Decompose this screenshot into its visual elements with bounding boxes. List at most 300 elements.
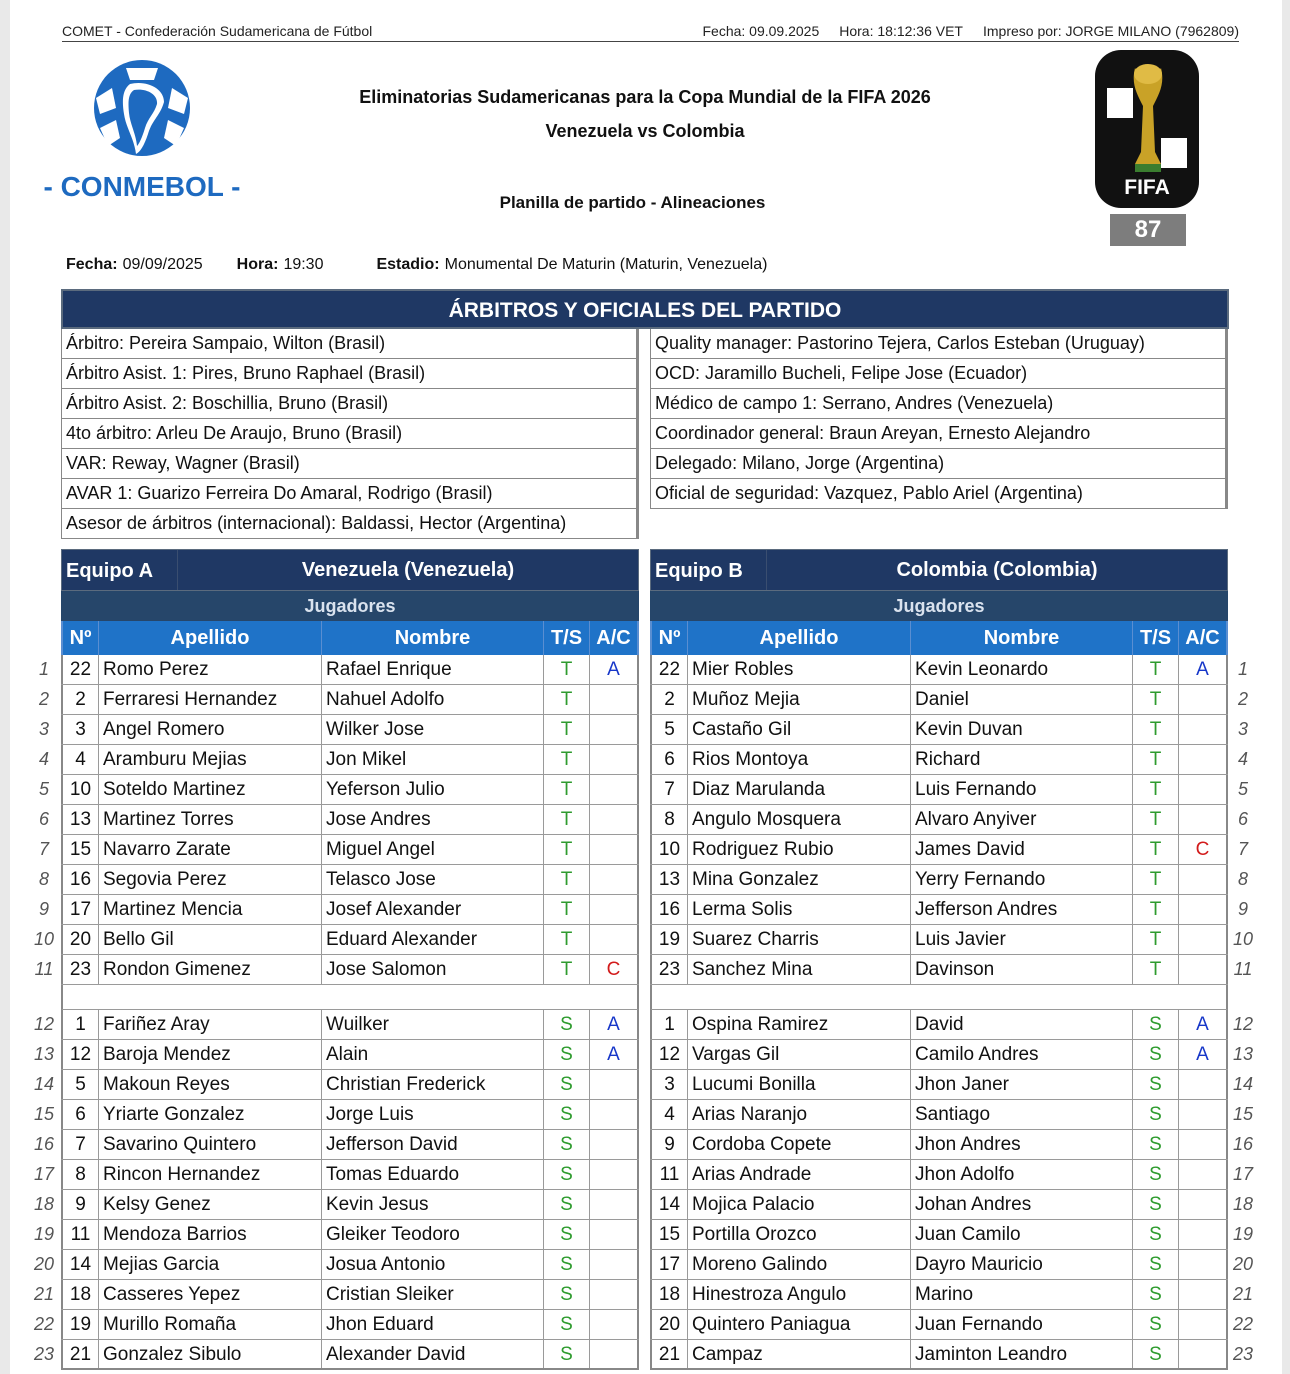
official-entry: Delegado: Milano, Jorge (Argentina) [650,449,1226,479]
player-row [650,955,1228,985]
player-row [650,1040,1228,1070]
starter-sub-flag: S [544,1040,590,1069]
starter-sub-flag: T [1133,835,1179,864]
starter-sub-flag: S [1133,1280,1179,1309]
player-row [650,1310,1228,1340]
row-number: 7 [1237,839,1248,859]
printed-by: Impreso por: JORGE MILANO (7962809) [983,23,1239,39]
starter-sub-flag: S [544,1280,590,1309]
role-flag [1179,925,1228,954]
player-firstname: Davinson [911,955,1133,984]
team-header [61,549,639,591]
shirt-number: 1 [61,1010,99,1039]
player-surname: Mejias Garcia [99,1250,322,1279]
role-flag [1179,1190,1228,1219]
starter-sub-flag: S [1133,1040,1179,1069]
player-row [650,925,1228,955]
player-surname: Rondon Gimenez [99,955,322,984]
official-entry: Árbitro: Pereira Sampaio, Wilton (Brasil) [61,329,637,359]
player-row [61,685,639,715]
player-firstname: Wuilker [322,1010,544,1039]
team-header [650,549,1228,591]
player-surname: Baroja Mendez [99,1040,322,1069]
player-surname: Mojica Palacio [688,1190,911,1219]
role-flag: C [1179,835,1228,864]
shirt-number: 13 [650,865,688,894]
player-row [61,865,639,895]
row-number: 16 [1232,1134,1254,1154]
role-flag [1179,865,1228,894]
player-firstname: Jaminton Leandro [911,1340,1133,1368]
player-surname: Mina Gonzalez [688,865,911,894]
shirt-number: 12 [650,1040,688,1069]
player-firstname: Eduard Alexander [322,925,544,954]
player-row [61,1130,639,1160]
shirt-number: 21 [61,1340,99,1368]
player-row [61,1010,639,1040]
player-row [61,1070,639,1100]
player-row [61,745,639,775]
row-number: 10 [1232,929,1254,949]
role-flag [590,715,639,744]
stadium: Monumental De Maturin (Maturin, Venezuela) [444,256,768,273]
officials-title: ÁRBITROS Y OFICIALES DEL PARTIDO [61,289,1229,329]
shirt-number: 13 [61,805,99,834]
row-number: 23 [33,1344,55,1364]
row-number: 15 [33,1104,55,1124]
player-firstname: Christian Frederick [322,1070,544,1099]
starter-sub-flag: S [1133,1010,1179,1039]
player-surname: Diaz Marulanda [688,775,911,804]
role-flag [1179,745,1228,774]
player-row [650,1220,1228,1250]
shirt-number: 19 [61,1310,99,1339]
role-flag [590,1280,639,1309]
player-surname: Romo Perez [99,655,322,684]
match-info [66,256,767,274]
stadium-label: Estadio: [376,256,440,273]
row-number: 8 [1237,869,1248,889]
shirt-number: 5 [650,715,688,744]
player-row [650,1160,1228,1190]
player-row [650,1010,1228,1040]
team-a-table [61,549,639,1370]
player-surname: Ferraresi Hernandez [99,685,322,714]
starter-sub-flag: T [544,685,590,714]
player-row [61,1340,639,1370]
official-entry: Árbitro Asist. 2: Boschillia, Bruno (Brasil) [61,389,637,419]
player-firstname: Johan Andres [911,1190,1133,1219]
role-flag [1179,715,1228,744]
player-surname: Angulo Mosquera [688,805,911,834]
column-headers [61,621,639,655]
starter-sub-flag: T [1133,655,1179,684]
shirt-number: 15 [61,835,99,864]
player-row [61,1220,639,1250]
player-firstname: Camilo Andres [911,1040,1133,1069]
shirt-number: 15 [650,1220,688,1249]
row-number: 13 [33,1044,55,1064]
player-surname: Arias Andrade [688,1160,911,1189]
shirt-number: 17 [650,1250,688,1279]
player-row [650,895,1228,925]
player-firstname: James David [911,835,1133,864]
team-label: Equipo B [651,550,767,590]
conmebol-logo [43,58,241,208]
role-flag [1179,1250,1228,1279]
shirt-number: 11 [650,1160,688,1189]
role-flag [1179,1310,1228,1339]
role-flag: A [590,1010,639,1039]
role-flag [590,1310,639,1339]
team-label: Equipo A [62,550,178,590]
player-row [61,715,639,745]
player-row [650,775,1228,805]
role-flag [1179,1100,1228,1129]
player-firstname: Tomas Eduardo [322,1160,544,1189]
player-surname: Angel Romero [99,715,322,744]
official-entry: Árbitro Asist. 1: Pires, Bruno Raphael (Brasil) [61,359,637,389]
player-firstname: Telasco Jose [322,865,544,894]
starter-sub-flag: S [544,1190,590,1219]
player-surname: Gonzalez Sibulo [99,1340,322,1368]
player-row [650,655,1228,685]
role-flag [1179,1130,1228,1159]
player-row [650,865,1228,895]
official-entry: Quality manager: Pastorino Tejera, Carlos Esteban (Uruguay) [650,329,1226,359]
player-firstname: Jhon Adolfo [911,1160,1133,1189]
row-number: 12 [33,1014,55,1034]
shirt-number: 18 [61,1280,99,1309]
shirt-number: 7 [61,1130,99,1159]
row-number: 16 [33,1134,55,1154]
starter-sub-flag: S [544,1070,590,1099]
section-spacer [650,985,1228,1010]
player-surname: Vargas Gil [688,1040,911,1069]
shirt-number: 10 [650,835,688,864]
row-number: 12 [1232,1014,1254,1034]
player-surname: Moreno Galindo [688,1250,911,1279]
starter-sub-flag: T [1133,895,1179,924]
starter-sub-flag: S [1133,1340,1179,1368]
player-firstname: Santiago [911,1100,1133,1129]
player-firstname: Richard [911,745,1133,774]
player-row [61,805,639,835]
player-firstname: Jose Andres [322,805,544,834]
row-number: 9 [38,899,49,919]
starter-sub-flag: T [1133,925,1179,954]
shirt-number: 16 [61,865,99,894]
date-label: Fecha: [66,256,118,273]
player-surname: Makoun Reyes [99,1070,322,1099]
shirt-number: 16 [650,895,688,924]
starter-sub-flag: T [544,955,590,984]
starter-sub-flag: T [544,745,590,774]
role-flag [590,895,639,924]
player-firstname: Juan Fernando [911,1310,1133,1339]
shirt-number: 7 [650,775,688,804]
starter-sub-flag: T [1133,745,1179,774]
player-firstname: Yerry Fernando [911,865,1133,894]
player-firstname: Rafael Enrique [322,655,544,684]
column-header-no: Nº [650,621,688,655]
row-number: 8 [38,869,49,889]
competition-title: Eliminatorias Sudamericanas para la Copa Mundial de la FIFA 2026 [359,87,931,107]
shirt-number: 9 [61,1190,99,1219]
shirt-number: 2 [650,685,688,714]
player-row [650,1070,1228,1100]
shirt-number: 22 [650,655,688,684]
player-firstname: Juan Camilo [911,1220,1133,1249]
row-number: 20 [33,1254,55,1274]
role-flag [590,1130,639,1159]
player-surname: Suarez Charris [688,925,911,954]
role-flag [1179,805,1228,834]
official-entry: 4to árbitro: Arleu De Araujo, Bruno (Brasil) [61,419,637,449]
column-header-ac: A/C [1179,621,1228,655]
official-entry: Médico de campo 1: Serrano, Andres (Venezuela) [650,389,1226,419]
sheet-title: Planilla de partido - Alineaciones [499,193,766,212]
conmebol-wordmark: - CONMEBOL - [43,171,241,202]
match-number: 87 [1110,214,1186,246]
player-row [61,1100,639,1130]
row-number: 5 [1237,779,1248,799]
shirt-number: 3 [650,1070,688,1099]
role-flag [590,1250,639,1279]
player-row [650,715,1228,745]
role-flag [590,775,639,804]
official-entry: OCD: Jaramillo Bucheli, Felipe Jose (Ecuador) [650,359,1226,389]
starter-sub-flag: S [1133,1130,1179,1159]
role-flag [1179,1280,1228,1309]
row-number: 7 [38,839,49,859]
player-firstname: Jefferson David [322,1130,544,1159]
player-surname: Cordoba Copete [688,1130,911,1159]
player-surname: Quintero Paniagua [688,1310,911,1339]
row-number: 17 [33,1164,55,1184]
player-surname: Lerma Solis [688,895,911,924]
starter-sub-flag: T [1133,865,1179,894]
player-firstname: Miguel Angel [322,835,544,864]
shirt-number: 18 [650,1280,688,1309]
row-number: 18 [1232,1194,1254,1214]
role-flag: C [590,955,639,984]
player-surname: Muñoz Mejia [688,685,911,714]
player-firstname: Josef Alexander [322,895,544,924]
row-number: 1 [38,659,49,679]
column-headers [650,621,1228,655]
starter-sub-flag: S [544,1250,590,1279]
role-flag [590,1100,639,1129]
role-flag [1179,685,1228,714]
player-surname: Bello Gil [99,925,322,954]
role-flag [590,1160,639,1189]
role-flag: A [590,1040,639,1069]
player-row [61,655,639,685]
shirt-number: 20 [61,925,99,954]
role-flag [1179,1160,1228,1189]
player-firstname: Kevin Jesus [322,1190,544,1219]
player-row [61,1280,639,1310]
official-entry: AVAR 1: Guarizo Ferreira Do Amaral, Rodrigo (Brasil) [61,479,637,509]
player-row [650,805,1228,835]
player-surname: Mendoza Barrios [99,1220,322,1249]
column-header-ac: A/C [590,621,639,655]
shirt-number: 1 [650,1010,688,1039]
player-row [61,955,639,985]
player-surname: Aramburu Mejias [99,745,322,774]
player-firstname: Dayro Mauricio [911,1250,1133,1279]
players-subheader: Jugadores [650,591,1228,621]
row-number: 2 [38,689,49,709]
print-time: Hora: 18:12:36 VET [839,23,963,39]
row-number: 6 [1237,809,1248,829]
shirt-number: 11 [61,1220,99,1249]
player-surname: Mier Robles [688,655,911,684]
column-header-apellido: Apellido [99,621,322,655]
player-firstname: Nahuel Adolfo [322,685,544,714]
player-firstname: Alvaro Anyiver [911,805,1133,834]
player-firstname: Marino [911,1280,1133,1309]
role-flag: A [1179,1010,1228,1039]
row-number: 19 [33,1224,55,1244]
player-surname: Yriarte Gonzalez [99,1100,322,1129]
column-header-nombre: Nombre [911,621,1133,655]
player-firstname: Luis Fernando [911,775,1133,804]
official-entry: Coordinador general: Braun Areyan, Ernesto Alejandro [650,419,1226,449]
starter-sub-flag: S [544,1310,590,1339]
row-number: 22 [33,1314,55,1334]
player-surname: Lucumi Bonilla [688,1070,911,1099]
column-header-ts: T/S [544,621,590,655]
player-surname: Martinez Mencia [99,895,322,924]
team-name: Colombia (Colombia) [896,558,1098,581]
player-surname: Martinez Torres [99,805,322,834]
match-title: Venezuela vs Colombia [545,121,745,141]
player-row [61,1160,639,1190]
column-header-nombre: Nombre [322,621,544,655]
row-number: 20 [1232,1254,1254,1274]
player-firstname: Josua Antonio [322,1250,544,1279]
row-number: 15 [1232,1104,1254,1124]
starter-sub-flag: T [1133,715,1179,744]
player-firstname: Jhon Janer [911,1070,1133,1099]
officials-right-column [650,329,1228,509]
starter-sub-flag: S [1133,1100,1179,1129]
player-surname: Casseres Yepez [99,1280,322,1309]
player-surname: Rios Montoya [688,745,911,774]
shirt-number: 4 [61,745,99,774]
starter-sub-flag: T [544,655,590,684]
player-firstname: Jorge Luis [322,1100,544,1129]
player-surname: Murillo Romaña [99,1310,322,1339]
time-label: Hora: [236,256,279,273]
player-firstname: David [911,1010,1133,1039]
row-number: 19 [1232,1224,1254,1244]
starter-sub-flag: T [1133,775,1179,804]
starter-sub-flag: T [544,925,590,954]
starter-sub-flag: S [1133,1310,1179,1339]
row-number: 21 [1232,1284,1254,1304]
player-firstname: Jhon Eduard [322,1310,544,1339]
player-surname: Campaz [688,1340,911,1368]
shirt-number: 8 [650,805,688,834]
starter-sub-flag: S [1133,1070,1179,1099]
player-row [650,1190,1228,1220]
row-number: 3 [1237,719,1248,739]
player-firstname: Jon Mikel [322,745,544,774]
player-surname: Segovia Perez [99,865,322,894]
shirt-number: 23 [650,955,688,984]
player-row [61,835,639,865]
row-number: 13 [1232,1044,1254,1064]
player-firstname: Gleiker Teodoro [322,1220,544,1249]
shirt-number: 6 [61,1100,99,1129]
row-number: 10 [33,929,55,949]
player-surname: Kelsy Genez [99,1190,322,1219]
role-flag [590,1190,639,1219]
match-date: 09/09/2025 [122,256,203,273]
player-firstname: Kevin Duvan [911,715,1133,744]
column-header-apellido: Apellido [688,621,911,655]
row-number: 5 [38,779,49,799]
shirt-number: 23 [61,955,99,984]
org-name: COMET - Confederación Sudamericana de Fútbol [62,23,373,39]
official-entry: VAR: Reway, Wagner (Brasil) [61,449,637,479]
shirt-number: 14 [61,1250,99,1279]
player-row [650,1250,1228,1280]
shirt-number: 3 [61,715,99,744]
row-number: 11 [1233,959,1253,979]
starter-sub-flag: S [544,1160,590,1189]
player-firstname: Jefferson Andres [911,895,1133,924]
starter-sub-flag: S [544,1340,590,1368]
player-row [650,745,1228,775]
starter-sub-flag: T [1133,955,1179,984]
shirt-number: 21 [650,1340,688,1368]
section-spacer [61,985,639,1010]
player-surname: Arias Naranjo [688,1100,911,1129]
starter-sub-flag: T [544,775,590,804]
print-date: Fecha: 09.09.2025 [702,23,820,39]
player-firstname: Kevin Leonardo [911,655,1133,684]
player-row [650,835,1228,865]
row-number: 22 [1232,1314,1254,1334]
starter-sub-flag: T [544,715,590,744]
starter-sub-flag: S [544,1010,590,1039]
player-surname: Portilla Orozco [688,1220,911,1249]
shirt-number: 12 [61,1040,99,1069]
role-flag [1179,1220,1228,1249]
row-number: 18 [33,1194,55,1214]
player-surname: Hinestroza Angulo [688,1280,911,1309]
player-surname: Ospina Ramirez [688,1010,911,1039]
role-flag [590,865,639,894]
row-number: 4 [1237,749,1248,769]
row-number: 2 [1237,689,1248,709]
fifa-wordmark: FIFA [1124,176,1170,199]
official-entry: Asesor de árbitros (internacional): Baldassi, Hector (Argentina) [61,509,637,539]
player-surname: Fariñez Aray [99,1010,322,1039]
role-flag [1179,775,1228,804]
world-cup-2026-logo [1095,48,1205,248]
player-firstname: Yeferson Julio [322,775,544,804]
starter-sub-flag: T [544,895,590,924]
role-flag [590,1220,639,1249]
starter-sub-flag: T [544,865,590,894]
player-surname: Rodriguez Rubio [688,835,911,864]
starter-sub-flag: T [544,835,590,864]
